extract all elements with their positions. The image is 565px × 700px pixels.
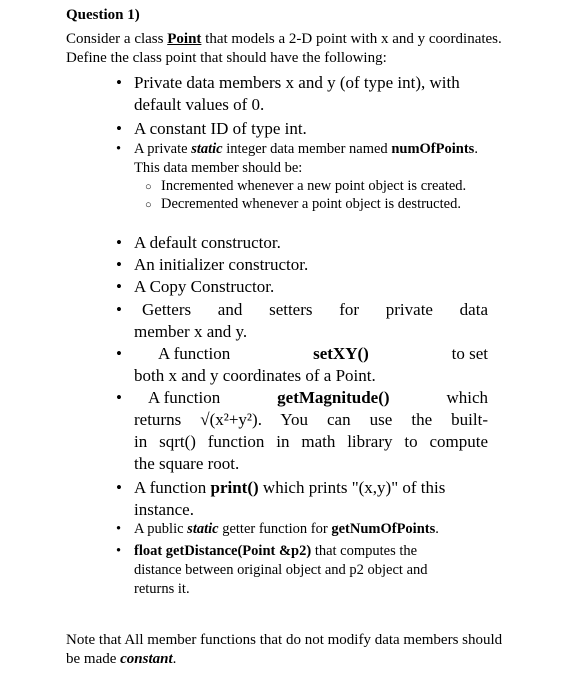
setxy-function-name: setXY(): [313, 344, 369, 363]
note-paragraph: Note that All member functions that do not modify data members should be made constant.: [66, 632, 503, 667]
sub-bullet: ○: [145, 199, 152, 211]
bullet: •: [116, 141, 122, 157]
bullet: •: [116, 521, 122, 537]
bullet: •: [116, 119, 122, 138]
get-magnitude-function-name: getMagnitude(): [277, 388, 390, 407]
bullet: •: [116, 478, 122, 497]
bullet: •: [116, 543, 122, 559]
question-title: Question 1): [66, 7, 140, 23]
sub-bullet: ○: [145, 181, 152, 193]
bullet: •: [116, 277, 122, 296]
class-name: Point: [167, 31, 202, 47]
bullet: •: [116, 255, 122, 274]
question-page: Question 1) Consider a class Point that models a 2-D point with x and y coordinates. Define the class point that should have the following: • Private data members x and y (of type int), with default values of 0. • A constant ID of type int. • A private static integer data member named numOfPoints. This data member should be: ○ Incremented whenever a new point object is created. ○ Decremented whenever a point object is destructed. • A default constructor. • An initializer constructor. • A Copy Constructor. • Getters and setters for private data member x and y. • A function setXY() to set both x and y coordinates of a Point. • A function getMagnitude() which returns √(x²+y²). You can use the built- in sqrt() function in math library to compute the square root. • A function print() which prints "(x,y)" of this instance. • A public static getter function for getNumOfPoints. • float getDistance(Point &p2) that computes the distance between original object and p2 object and returns it. Note that All member functions that do not modify data members should be made constant.: [0, 0, 565, 700]
bullet: •: [116, 344, 122, 363]
bullet: •: [116, 300, 122, 319]
bullet: •: [116, 388, 122, 407]
intro-paragraph: Consider a class Point that models a 2-D point with x and y coordinates. Define the class point that should have the following:: [66, 31, 502, 66]
bullet: •: [116, 233, 122, 252]
bullet: •: [116, 73, 122, 92]
